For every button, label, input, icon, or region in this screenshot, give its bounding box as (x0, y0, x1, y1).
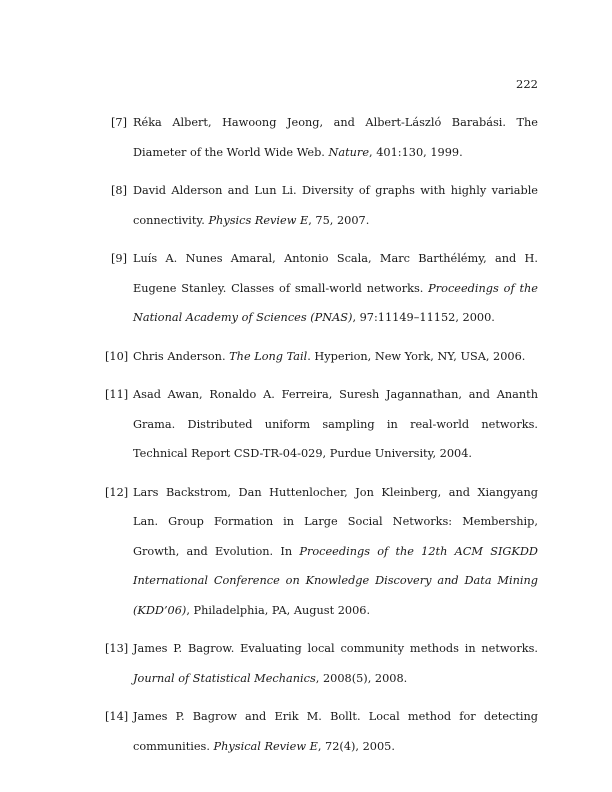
reference-body: Chris Anderson. (133, 349, 230, 363)
reference-body: James P. Bagrow. Evaluating local community methods in networks. (133, 642, 538, 655)
reference-number: [14] (105, 710, 129, 723)
reference-body: Réka Albert, Hawoong Jeong, and Albert-László Barabási. The Diameter of the World Wide Web. (133, 116, 538, 159)
reference-text (133, 486, 538, 617)
reference-number: [7] (110, 116, 127, 129)
reference-details: . Hyperion, New York, NY, USA, 2006. (307, 349, 526, 363)
reference-venue: Nature (328, 145, 370, 159)
reference-text (133, 184, 538, 227)
reference-text (133, 116, 538, 159)
reference-details: , 72(4), 2005. (317, 739, 395, 753)
reference-text (133, 710, 538, 753)
reference-entry-7 (105, 108, 538, 167)
reference-body: Luís A. Nunes Amaral, Antonio Scala, Marc Barthélémy, and H. Eugene Stanley. Classes of small-world networks. (133, 252, 538, 295)
reference-number: [9] (110, 252, 127, 265)
reference-venue: Proceedings of the 12th ACM SIGKDD International Conference on Knowledge Discovery and Data Mining (KDD’06) (133, 544, 538, 617)
reference-entry-9 (105, 244, 538, 333)
reference-entry-10 (105, 342, 538, 372)
reference-number: [8] (110, 184, 127, 197)
reference-text (133, 642, 538, 685)
reference-entry-12 (105, 478, 538, 626)
reference-venue: The Long Tail (229, 349, 308, 363)
reference-body: David Alderson and Lun Li. Diversity of graphs with highly variable connectivity. (133, 184, 538, 227)
page-number: 222 (516, 77, 538, 91)
reference-details: , 401:130, 1999. (369, 145, 463, 159)
reference-details: , 2008(5), 2008. (315, 671, 408, 685)
reference-entry-8 (105, 176, 538, 235)
reference-venue: Proceedings of the National Academy of Sciences (PNAS) (133, 281, 538, 324)
reference-venue: Physics Review E (208, 213, 309, 227)
reference-entry-14 (105, 702, 538, 761)
reference-number: [10] (105, 349, 129, 363)
reference-list (105, 108, 538, 770)
reference-body: Lars Backstrom, Dan Huttenlocher, Jon Kleinberg, and Xiangyang Lan. Group Formation in Large Social Networks: Membership, Growth, and Evolution. In (133, 485, 538, 558)
reference-entry-13 (105, 634, 538, 693)
reference-details: , Philadelphia, PA, August 2006. (186, 603, 371, 617)
reference-body: James P. Bagrow and Erik M. Bollt. Local method for detecting communities. (133, 710, 538, 753)
reference-details: , 75, 2007. (308, 213, 370, 227)
reference-number: [13] (105, 642, 129, 655)
reference-text (133, 252, 538, 324)
reference-text (133, 350, 525, 363)
reference-venue: Journal of Statistical Mechanics (133, 671, 316, 685)
reference-entry-11 (105, 380, 538, 469)
reference-venue: Physical Review E (213, 739, 318, 753)
reference-details: , 97:11149–11152, 2000. (352, 311, 495, 324)
reference-number: [12] (105, 485, 129, 499)
reference-body: Asad Awan, Ronaldo A. Ferreira, Suresh Jagannathan, and Ananth Grama. Distributed uniform sampling in real-world networks. Technical Report CSD-TR-04-029, Purdue University, 2004. (133, 388, 538, 460)
reference-text (133, 388, 538, 460)
reference-number: [11] (105, 388, 129, 401)
